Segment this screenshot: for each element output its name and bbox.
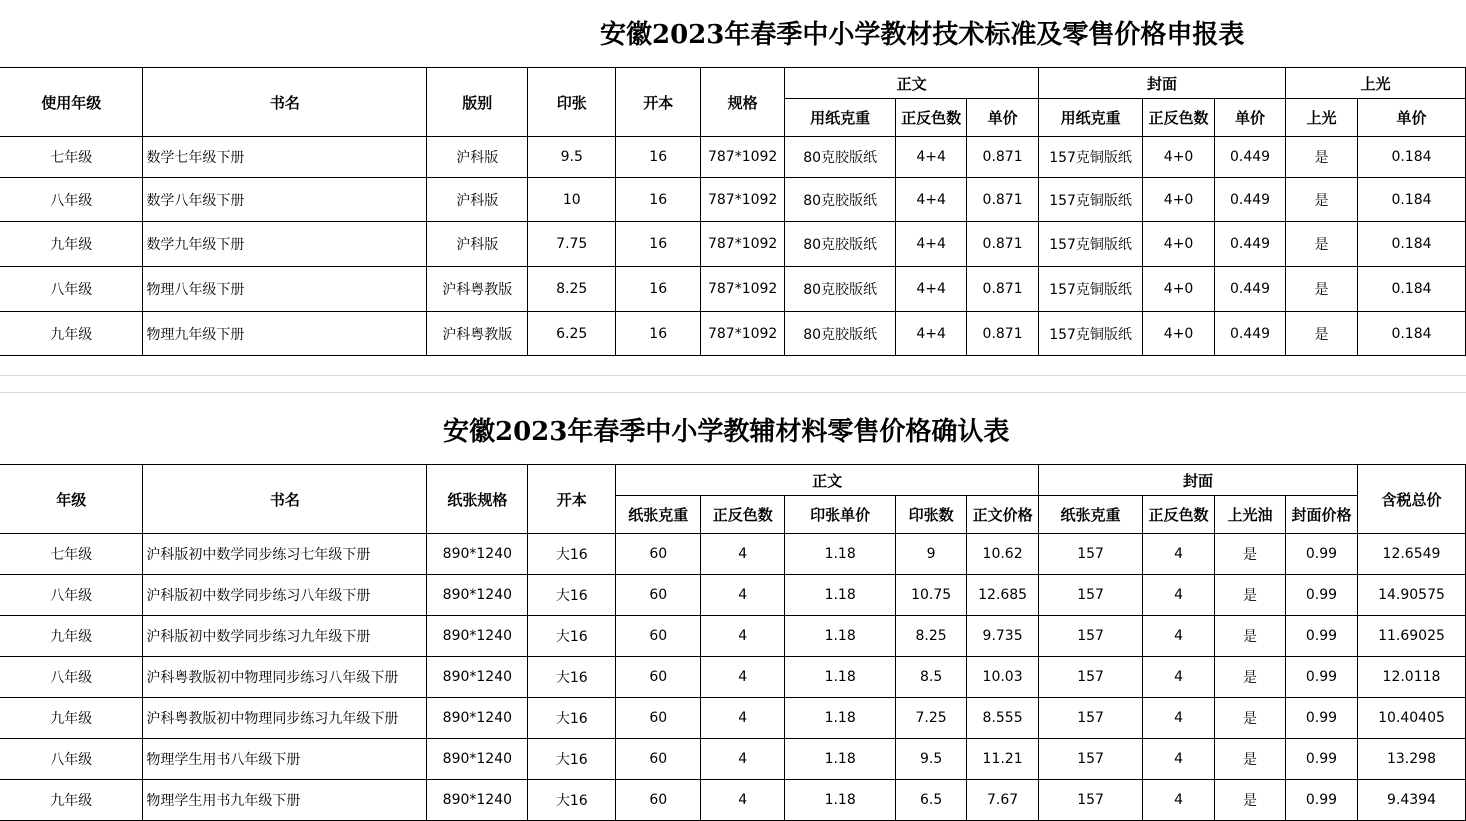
table-cell: 0.184 [1357, 178, 1465, 222]
table-cell: 1.18 [785, 657, 896, 698]
table-cell: 0.184 [1357, 312, 1465, 356]
table-cell: 1.18 [785, 739, 896, 780]
header-body-paper: 纸张克重 [616, 496, 701, 534]
table-cell: 157克铜版纸 [1039, 312, 1143, 356]
header-body-group: 正文 [616, 465, 1039, 496]
table-cell: 0.99 [1285, 780, 1357, 821]
supplement-price-table [0, 464, 1466, 821]
header-book: 书名 [143, 465, 427, 534]
table-cell: 大16 [528, 616, 616, 657]
textbook-price-table [0, 67, 1466, 356]
table-cell: 4 [1143, 657, 1215, 698]
table-cell: 11.21 [967, 739, 1039, 780]
table-cell: 4 [701, 616, 785, 657]
table-cell: 10 [528, 178, 616, 222]
table-cell: 九年级 [0, 780, 143, 821]
table-cell: 11.69025 [1357, 616, 1465, 657]
header-format: 开本 [616, 68, 701, 137]
header-body-price: 单价 [967, 99, 1039, 137]
table-cell: 大16 [528, 739, 616, 780]
table-cell: 787*1092 [701, 222, 785, 267]
table-cell: 787*1092 [701, 312, 785, 356]
table-cell: 是 [1215, 698, 1286, 739]
table-cell: 7.75 [528, 222, 616, 267]
header-body-color: 正反色数 [701, 496, 785, 534]
table-row [0, 312, 1466, 356]
table-cell: 沪科版 [427, 137, 528, 178]
table-cell: 60 [616, 657, 701, 698]
table-cell: 157 [1039, 698, 1143, 739]
header-grade: 使用年级 [0, 68, 143, 137]
header-gloss: 上光 [1286, 99, 1358, 137]
table-cell: 沪科粤教版初中物理同步练习九年级下册 [143, 698, 427, 739]
table-cell: 八年级 [0, 178, 143, 222]
table-cell: 14.90575 [1357, 575, 1465, 616]
header-sheet-price: 印张单价 [785, 496, 896, 534]
header-format: 开本 [528, 465, 616, 534]
table-cell: 4 [1143, 739, 1215, 780]
table-cell: 80克胶版纸 [785, 178, 896, 222]
table-cell: 157克铜版纸 [1039, 267, 1143, 312]
table-cell: 大16 [528, 657, 616, 698]
table-cell: 1.18 [785, 780, 896, 821]
table-cell: 是 [1286, 312, 1358, 356]
table-cell: 0.184 [1357, 222, 1465, 267]
table-cell: 9.735 [967, 616, 1039, 657]
table-cell: 157 [1039, 739, 1143, 780]
table-cell: 4 [701, 575, 785, 616]
table-cell: 数学七年级下册 [143, 137, 427, 178]
table-cell: 787*1092 [701, 178, 785, 222]
table-cell: 60 [616, 575, 701, 616]
table-cell: 80克胶版纸 [785, 312, 896, 356]
table-cell: 七年级 [0, 534, 143, 575]
header-cover-paper: 用纸克重 [1039, 99, 1143, 137]
table-cell: 1.18 [785, 534, 896, 575]
table-cell: 0.184 [1357, 137, 1465, 178]
table-cell: 8.25 [896, 616, 967, 657]
table-cell: 0.449 [1215, 222, 1286, 267]
table-cell: 九年级 [0, 222, 143, 267]
table-cell: 10.40405 [1357, 698, 1465, 739]
table-cell: 12.0118 [1357, 657, 1465, 698]
table-cell: 16 [616, 267, 701, 312]
table-cell: 10.75 [896, 575, 967, 616]
header-paper-spec: 纸张规格 [427, 465, 528, 534]
table-cell: 10.03 [967, 657, 1039, 698]
table-cell: 0.871 [967, 312, 1039, 356]
table-cell: 0.184 [1357, 267, 1465, 312]
table-cell: 9 [896, 534, 967, 575]
table-cell: 6.5 [896, 780, 967, 821]
table-cell: 9.4394 [1357, 780, 1465, 821]
table-cell: 0.449 [1215, 137, 1286, 178]
table-cell: 九年级 [0, 698, 143, 739]
table-cell: 157克铜版纸 [1039, 137, 1143, 178]
header-gloss-price: 单价 [1357, 99, 1465, 137]
table-cell: 12.6549 [1357, 534, 1465, 575]
table-cell: 157 [1039, 534, 1143, 575]
table-cell: 890*1240 [427, 698, 528, 739]
table-cell: 787*1092 [701, 137, 785, 178]
empty-row [0, 375, 1466, 393]
table-cell: 4+4 [896, 312, 967, 356]
table-cell: 沪科版初中数学同步练习九年级下册 [143, 616, 427, 657]
table-cell: 9.5 [528, 137, 616, 178]
table1-title: 安徽2023年春季中小学教材技术标准及零售价格申报表 [600, 20, 1245, 50]
table-cell: 是 [1286, 267, 1358, 312]
table-cell: 大16 [528, 698, 616, 739]
table-cell: 0.871 [967, 137, 1039, 178]
table-cell: 157 [1039, 780, 1143, 821]
header-sheets: 印张数 [896, 496, 967, 534]
table-cell: 4 [1143, 780, 1215, 821]
table-cell: 7.67 [967, 780, 1039, 821]
table-cell: 4 [701, 698, 785, 739]
header-gloss-group: 上光 [1286, 68, 1466, 99]
table-cell: 157 [1039, 616, 1143, 657]
table-cell: 4 [701, 739, 785, 780]
table-cell: 4+4 [896, 178, 967, 222]
table-cell: 4 [1143, 575, 1215, 616]
header-cover-price: 单价 [1215, 99, 1286, 137]
table-cell: 沪科版 [427, 222, 528, 267]
table-cell: 0.871 [967, 267, 1039, 312]
table-cell: 4+0 [1143, 267, 1215, 312]
header-cover-color: 正反色数 [1143, 99, 1215, 137]
table-cell: 1.18 [785, 616, 896, 657]
header-cover-price: 封面价格 [1285, 496, 1357, 534]
table-cell: 0.99 [1285, 739, 1357, 780]
header-cover-color: 正反色数 [1143, 496, 1215, 534]
table-cell: 是 [1215, 616, 1286, 657]
table-cell: 60 [616, 616, 701, 657]
table-cell: 物理学生用书九年级下册 [143, 780, 427, 821]
table-cell: 80克胶版纸 [785, 222, 896, 267]
table-row [0, 698, 1466, 739]
table-cell: 16 [616, 312, 701, 356]
table-cell: 0.99 [1285, 534, 1357, 575]
table-row [0, 657, 1466, 698]
table-cell: 4 [1143, 616, 1215, 657]
table-cell: 4+0 [1143, 137, 1215, 178]
table-cell: 4+0 [1143, 312, 1215, 356]
header-total: 含税总价 [1357, 465, 1465, 534]
table-cell: 沪科版初中数学同步练习八年级下册 [143, 575, 427, 616]
table-cell: 0.99 [1285, 575, 1357, 616]
table-cell: 890*1240 [427, 616, 528, 657]
table-cell: 1.18 [785, 575, 896, 616]
table-cell: 沪科粤教版初中物理同步练习八年级下册 [143, 657, 427, 698]
table-cell: 13.298 [1357, 739, 1465, 780]
table-row [0, 739, 1466, 780]
table-cell: 16 [616, 222, 701, 267]
table-cell: 4 [701, 657, 785, 698]
header-cover-group: 封面 [1039, 465, 1358, 496]
table-cell: 4+4 [896, 137, 967, 178]
table-cell: 4+0 [1143, 178, 1215, 222]
header-body-group: 正文 [785, 68, 1039, 99]
table-cell: 0.449 [1215, 267, 1286, 312]
header-grade: 年级 [0, 465, 143, 534]
table-cell: 八年级 [0, 575, 143, 616]
table-cell: 4+0 [1143, 222, 1215, 267]
table-cell: 物理九年级下册 [143, 312, 427, 356]
table-cell: 沪科版 [427, 178, 528, 222]
table-cell: 八年级 [0, 267, 143, 312]
table-cell: 890*1240 [427, 657, 528, 698]
table-cell: 80克胶版纸 [785, 137, 896, 178]
table-cell: 九年级 [0, 616, 143, 657]
table-cell: 是 [1215, 739, 1286, 780]
table-cell: 0.99 [1285, 698, 1357, 739]
table-row [0, 616, 1466, 657]
table-cell: 890*1240 [427, 780, 528, 821]
table-row [0, 575, 1466, 616]
table-cell: 九年级 [0, 312, 143, 356]
table-cell: 787*1092 [701, 267, 785, 312]
table-cell: 0.449 [1215, 178, 1286, 222]
table-cell: 157 [1039, 575, 1143, 616]
table-cell: 10.62 [967, 534, 1039, 575]
table-row [0, 780, 1466, 821]
table-cell: 八年级 [0, 739, 143, 780]
header-cover-group: 封面 [1039, 68, 1286, 99]
table-cell: 大16 [528, 575, 616, 616]
table-row [0, 178, 1466, 222]
table-row [0, 534, 1466, 575]
table-cell: 是 [1215, 575, 1286, 616]
table-cell: 8.555 [967, 698, 1039, 739]
table-cell: 八年级 [0, 657, 143, 698]
header-spec: 规格 [701, 68, 785, 137]
table-cell: 大16 [528, 534, 616, 575]
table-cell: 0.449 [1215, 312, 1286, 356]
table-cell: 4 [1143, 698, 1215, 739]
empty-row [0, 358, 1466, 376]
table-cell: 物理八年级下册 [143, 267, 427, 312]
table-cell: 4 [1143, 534, 1215, 575]
table-cell: 16 [616, 137, 701, 178]
table-cell: 4 [701, 534, 785, 575]
header-book: 书名 [143, 68, 427, 137]
table-cell: 是 [1286, 137, 1358, 178]
table-cell: 0.871 [967, 222, 1039, 267]
table-cell: 890*1240 [427, 739, 528, 780]
table-cell: 大16 [528, 780, 616, 821]
table-cell: 12.685 [967, 575, 1039, 616]
table-cell: 890*1240 [427, 534, 528, 575]
table-cell: 60 [616, 698, 701, 739]
table-cell: 6.25 [528, 312, 616, 356]
table-row [0, 222, 1466, 267]
table-cell: 4+4 [896, 267, 967, 312]
table-cell: 16 [616, 178, 701, 222]
header-edition: 版别 [427, 68, 528, 137]
table-cell: 0.871 [967, 178, 1039, 222]
table-cell: 157 [1039, 657, 1143, 698]
table-cell: 8.25 [528, 267, 616, 312]
table-cell: 60 [616, 780, 701, 821]
table-cell: 数学八年级下册 [143, 178, 427, 222]
header-gloss-oil: 上光油 [1215, 496, 1286, 534]
table-cell: 0.99 [1285, 616, 1357, 657]
table-cell: 157克铜版纸 [1039, 222, 1143, 267]
table-cell: 4 [701, 780, 785, 821]
table-cell: 7.25 [896, 698, 967, 739]
table-cell: 是 [1286, 222, 1358, 267]
header-sheets: 印张 [528, 68, 616, 137]
header-body-color: 正反色数 [896, 99, 967, 137]
table-cell: 4+4 [896, 222, 967, 267]
header-cover-paper: 纸张克重 [1039, 496, 1143, 534]
table-cell: 890*1240 [427, 575, 528, 616]
table-cell: 是 [1215, 657, 1286, 698]
table-cell: 0.99 [1285, 657, 1357, 698]
header-body-paper: 用纸克重 [785, 99, 896, 137]
table-cell: 60 [616, 739, 701, 780]
table-cell: 沪科版初中数学同步练习七年级下册 [143, 534, 427, 575]
table-cell: 物理学生用书八年级下册 [143, 739, 427, 780]
table2-title: 安徽2023年春季中小学教辅材料零售价格确认表 [443, 417, 1010, 447]
table-cell: 8.5 [896, 657, 967, 698]
table-cell: 是 [1286, 178, 1358, 222]
table-cell: 60 [616, 534, 701, 575]
table-cell: 是 [1215, 780, 1286, 821]
table-cell: 数学九年级下册 [143, 222, 427, 267]
table-cell: 157克铜版纸 [1039, 178, 1143, 222]
header-body-price: 正文价格 [967, 496, 1039, 534]
table-cell: 80克胶版纸 [785, 267, 896, 312]
table-row [0, 137, 1466, 178]
table-cell: 是 [1215, 534, 1286, 575]
table-row [0, 267, 1466, 312]
table-cell: 沪科粤教版 [427, 312, 528, 356]
table-cell: 9.5 [896, 739, 967, 780]
table-cell: 七年级 [0, 137, 143, 178]
table-cell: 沪科粤教版 [427, 267, 528, 312]
table-cell: 1.18 [785, 698, 896, 739]
